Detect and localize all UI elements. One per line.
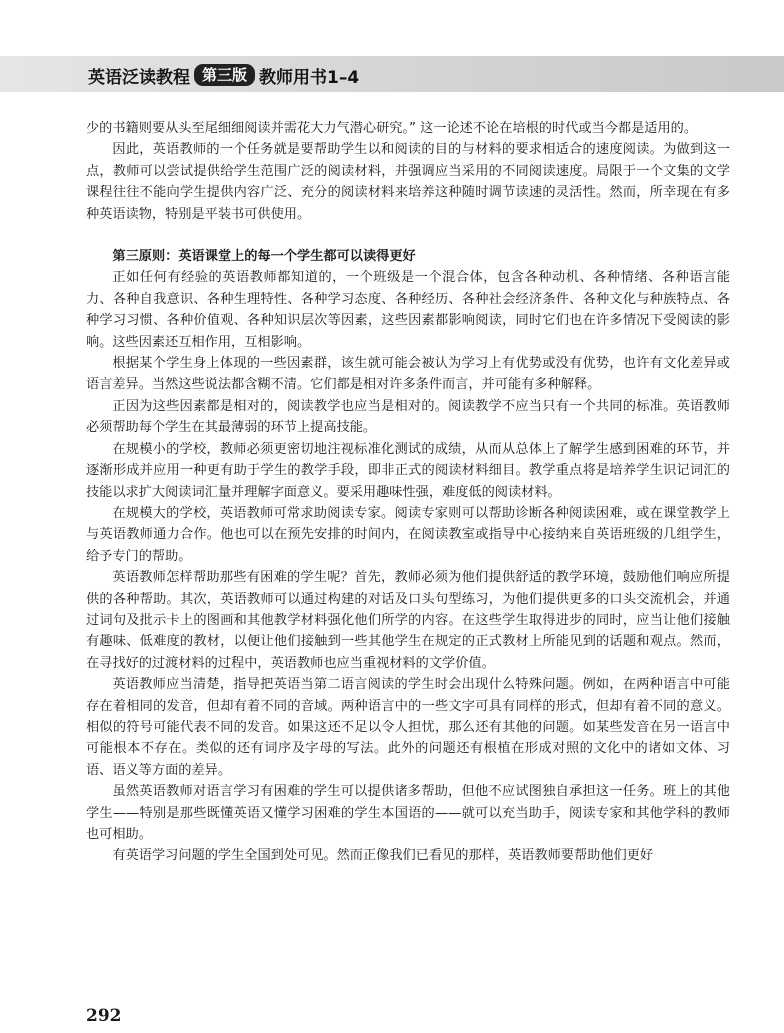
paragraph: 有英语学习问题的学生全国到处可见。然而正像我们已看见的那样，英语教师要帮助他们更好 — [112, 848, 654, 864]
paragraph: 根据某个学生身上体现的一些因素群，该生就可能会被认为学习上有优势或没有优势，也许有文化差异或语言差异。当然这些说法都含糊不清。它们都是相对许多条件而言，并可能有多种解释。 — [86, 356, 730, 393]
paragraph-continuation: 少的书籍则要从头至尾细细阅读并需花大力气潜心研究。” 这一论述不论在培根的时代或当今都是适用的。 — [86, 121, 698, 136]
paragraph: 正如任何有经验的英语教师都知道的，一个班级是一个混合体，包含各种动机、各种情绪、各种语言能力、各种自我意识、各种生理特性、各种学习态度、各种经历、各种社会经济条件、各种文化与种族特点、各种学习习惯、各种价值观、各种知识层次等因素，这些因素都影响阅读，同时它们也在许多情况下受阅读的影响。这些因素还互相作用，互相影响。 — [86, 270, 730, 350]
paragraph: 英语教师应当清楚，指导把英语当第二语言阅读的学生时会出现什么特殊问题。例如，在两种语言中可能存在着相同的发音，但却有着不同的音域。两种语言中的一些文字可具有同样的形式，但却有着不同的意义。相似的符号可能代表不同的发音。如果这还不足以令人担忧，那么还有其他的问题。如某些发音在另一语言中可能根本不存在。类似的还有词序及字母的写法。此外的问题还有根植在形成对照的文化中的诸如文体、习语、语义等方面的差异。 — [86, 677, 730, 778]
running-header — [88, 63, 359, 87]
paragraph: 在规模大的学校，英语教师可常求助阅读专家。阅读专家则可以帮助诊断各种阅读困难，或在课堂教学上与英语教师通力合作。他也可以在预先安排的时间内，在阅读教室或指导中心接纳来自英语班级的几组学生，给予专门的帮助。 — [86, 505, 730, 564]
book-subtitle: 教师用书1–4 — [259, 67, 360, 88]
section-heading: 第三原则：英语课堂上的每一个学生都可以读得更好 — [112, 249, 416, 265]
paragraph: 虽然英语教师对语言学习有困难的学生可以提供诸多帮助，但他不应试图独自承担这一任务。班上的其他学生——特别是那些既懂英语又懂学习困难的学生本国语的——就可以充当助手，阅读专家和其他学科的教师也可相助。 — [86, 784, 730, 842]
spacer — [86, 225, 730, 246]
edition-badge: 第三版 — [194, 64, 255, 86]
book-title: 英语泛读教程 — [88, 67, 190, 88]
paragraph: 正因为这些因素都是相对的，阅读教学也应当是相对的。阅读教学不应当只有一个共同的标准。英语教师必须帮助每个学生在其最薄弱的环节上提高技能。 — [86, 398, 730, 436]
paragraph: 因此，英语教师的一个任务就是要帮助学生以和阅读的目的与材料的要求相适合的速度阅读。为做到这一点，教师可以尝试提供给学生范围广泛的阅读材料，并强调应当采用的不同阅读速度。局限于一个文集的文学课程往往不能向学生提供内容广泛、充分的阅读材料来培养这种随时调节读速的灵活性。然而，所幸现在有多种英语读物，特别是平装书可供使用。 — [86, 142, 730, 222]
paragraph: 英语教师怎样帮助那些有困难的学生呢？首先，教师必须为他们提供舒适的教学环境，鼓励他们响应所提供的各种帮助。其次，英语教师可以通过构建的对话及口头句型练习，为他们提供更多的口头交流机会，并通过词句及批示卡上的图画和其他教学材料强化他们所学的内容。在这些学生取得进步的同时，应当让他们接触有趣味、低难度的教材，以便让他们接触到一些其他学生在规定的正式教材上所能见到的话题和观点。然而，在寻找好的过渡材料的过程中，英语教师也应当重视材料的文学价值。 — [86, 570, 730, 671]
paragraph: 在规模小的学校，教师必须更密切地注视标准化测试的成绩，从而从总体上了解学生感到困难的环节，并逐渐形成并应用一种更有助于学生的教学手段，即非正式的阅读材料细目。教学重点将是培养学生识记词汇的技能以求扩大阅读词汇量并理解字面意义。要采用趣味性强，难度低的阅读材料。 — [86, 441, 730, 500]
page-body — [86, 118, 730, 867]
page-number: 292 — [86, 1006, 122, 1026]
